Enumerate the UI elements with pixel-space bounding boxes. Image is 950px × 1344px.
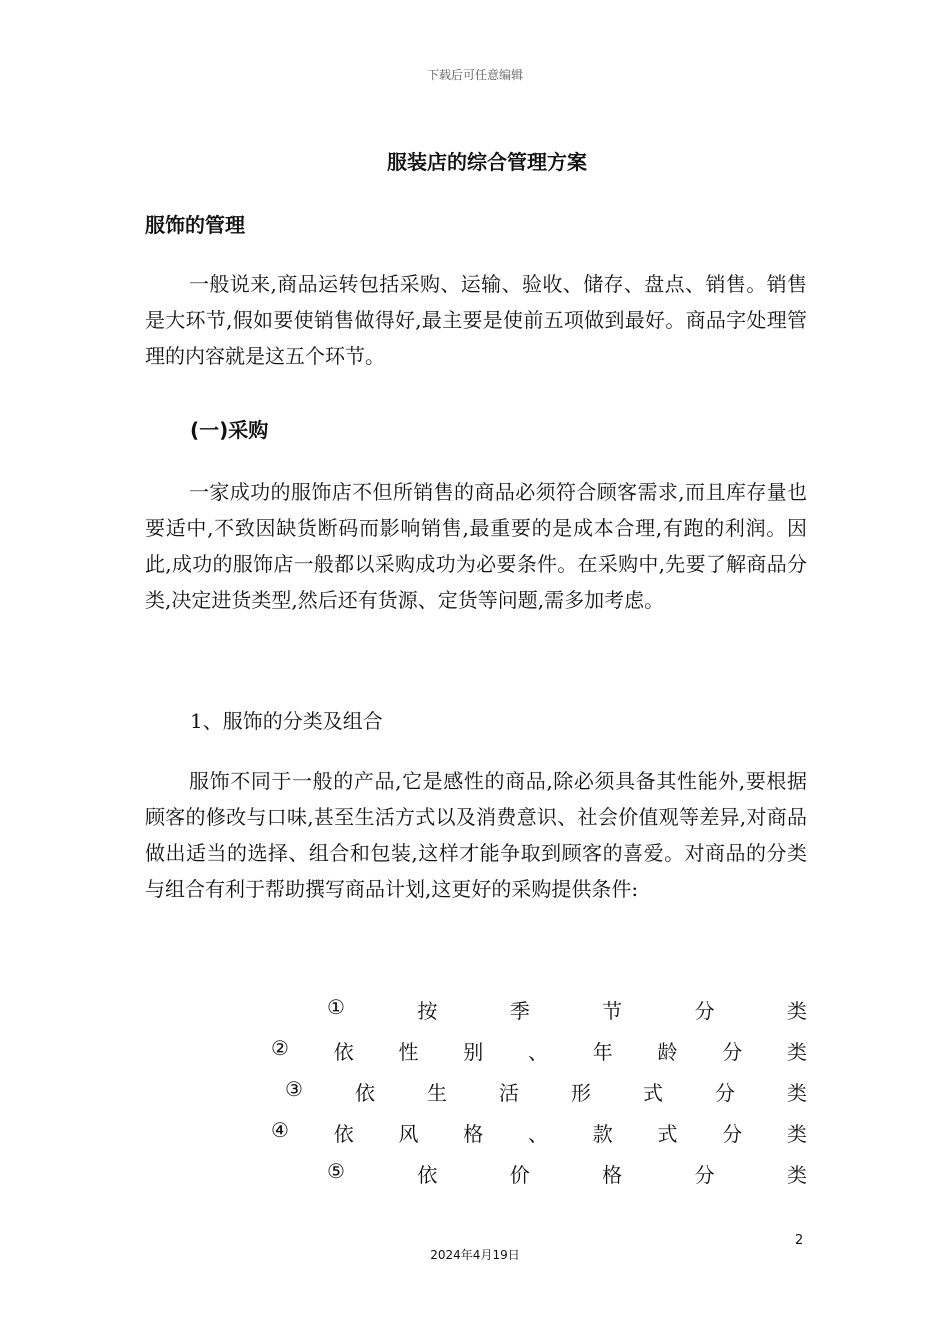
list-item-char: 依 [417, 1163, 438, 1187]
list-item-char: 形 [570, 1081, 591, 1105]
list-item-char: 类 [786, 1122, 807, 1146]
list-item-char: 节 [602, 999, 623, 1023]
list-item [327, 1159, 807, 1188]
list-item-char: 季 [509, 999, 530, 1023]
paragraph-purchasing: 一家成功的服饰店不但所销售的商品必须符合顾客需求,而且库存量也要适中,不致因缺货断码而影响销售,最重要的是成本合理,有跑的利润。因此,成功的服饰店一般都以采购成功为必要条件。在采购中,先要了解商品分类,决定进货类型,然后还有货源、定货等问题,需多加考虑。 [145, 480, 807, 612]
list-item [271, 1118, 807, 1147]
list-item-char: 式 [642, 1081, 663, 1105]
list-item-char: 依 [333, 1122, 354, 1146]
list-item-char: 分 [722, 1122, 743, 1146]
list-item-char: 活 [498, 1081, 519, 1105]
item-heading: 1、服饰的分类及组合 [190, 709, 383, 733]
list-item [327, 995, 807, 1024]
list-item-char: 性 [398, 1040, 419, 1064]
list-item-char: 年 [592, 1040, 613, 1064]
list-item-char: 、 [527, 1040, 548, 1064]
list-item-char: 格 [463, 1122, 484, 1146]
list-item-char: 龄 [657, 1040, 678, 1064]
footer-date: 2024年4月19日 [430, 1248, 520, 1262]
list-item-char: 分 [694, 1163, 715, 1187]
list-item-char: 风 [398, 1122, 419, 1146]
list-item-char: 分 [694, 999, 715, 1023]
list-item-char: 按 [417, 999, 438, 1023]
document-title: 服装店的综合管理方案 [387, 150, 587, 174]
subsection-heading: (一)采购 [190, 418, 269, 442]
list-item-char: 类 [786, 999, 807, 1023]
list-item-char: 类 [786, 1040, 807, 1064]
page-header-note: 下载后可任意编辑 [426, 68, 523, 82]
list-item-char: ④ [271, 1118, 289, 1142]
list-item-char: ② [271, 1036, 289, 1060]
list-item-char: 、 [527, 1122, 548, 1146]
list-item-char: ③ [285, 1077, 303, 1101]
list-item-char: 依 [354, 1081, 375, 1105]
list-item-char: 款 [592, 1122, 613, 1146]
list-item-char: 格 [602, 1163, 623, 1187]
paragraph-intro: 一般说来,商品运转包括采购、运输、验收、储存、盘点、销售。销售是大环节,假如要使销售做得好,最主要是使前五项做到最好。商品字处理管理的内容就是这五个环节。 [145, 272, 807, 368]
section-heading: 服饰的管理 [145, 213, 245, 237]
paragraph-classification: 服饰不同于一般的产品,它是感性的商品,除必须具备其性能外,要根据顾客的修改与口味,甚至生活方式以及消费意识、社会价值观等差异,对商品做出适当的选择、组合和包装,这样才能争取到顾客的喜爱。对商品的分类与组合有利于帮助撰写商品计划,这更好的采购提供条件: [145, 769, 807, 901]
list-item-char: ⑤ [327, 1159, 345, 1183]
list-item-char: 类 [786, 1081, 807, 1105]
list-item [271, 1036, 807, 1065]
list-item-char: 依 [333, 1040, 354, 1064]
list-item-char: ① [327, 995, 345, 1019]
list-item-char: 分 [722, 1040, 743, 1064]
list-item-char: 别 [463, 1040, 484, 1064]
list-item-char: 类 [786, 1163, 807, 1187]
list-item-char: 生 [426, 1081, 447, 1105]
list-item-char: 式 [657, 1122, 678, 1146]
list-item-char: 分 [714, 1081, 735, 1105]
list-item-char: 价 [509, 1163, 530, 1187]
page-number: 2 [795, 1233, 804, 1248]
list-item [285, 1077, 807, 1106]
